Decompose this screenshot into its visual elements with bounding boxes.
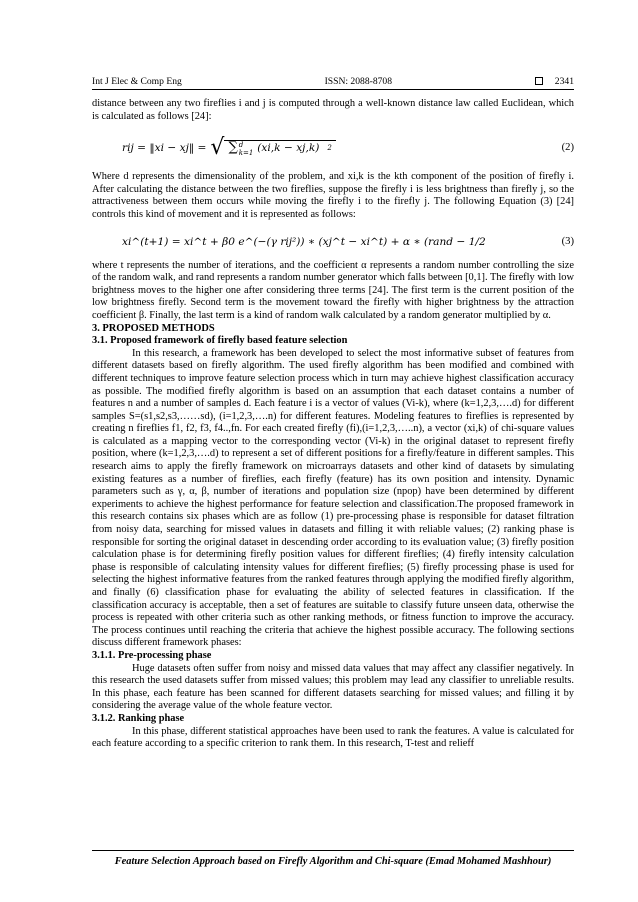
section-heading-3-1-1: 3.1.1. Pre-processing phase — [92, 649, 212, 661]
power: 2 — [327, 144, 332, 153]
sum-limits — [239, 141, 254, 157]
equation-2-lhs: rij = ‖xi − xj‖ = — [122, 141, 207, 154]
equation-2-expression — [122, 135, 336, 161]
checkbox-icon — [535, 77, 543, 85]
running-footer: Feature Selection Approach based on Firefly Algorithm and Chi-square (Emad Mohamed Mashhour) — [114, 856, 552, 867]
section-heading-3-1: 3.1. Proposed framework of firefly based feature selection — [92, 335, 348, 347]
body-text — [92, 98, 574, 751]
section-heading-3: 3. PROPOSED METHODS — [92, 322, 215, 334]
paragraph-2: Where d represents the dimensionality of the problem, and xi,k is the kth component of the position of firefly i. After calculating the distance between the two fireflies, suppose the firefly i is less brightness than firefly j, so the attractiveness between them occurs while moving the firefly i to the firefly j. The following Equation (3) [24] controls this kind of movement and it is represented as follows: — [92, 171, 574, 220]
equation-3-number: (3) — [561, 236, 574, 248]
paragraph-5: Huge datasets often suffer from noisy and missed data values that may affect any classifier negatively. In this research the used datasets suffer from missed values; this problem may lead any classifier to unreliable results. In this phase, each feature has been scanned for different datasets searching for missed values; and filling it by considering the average value of the whole feature vector. — [92, 662, 574, 712]
sum-symbol: ∑ — [228, 140, 238, 156]
equation-2-number: (2) — [561, 141, 574, 153]
header-rule — [92, 89, 574, 90]
equation-3 — [92, 230, 574, 256]
running-header — [92, 74, 574, 88]
radical-icon: √ — [210, 135, 225, 161]
footer-rule — [92, 850, 574, 851]
header-right — [535, 76, 574, 87]
paragraph-1: distance between any two fireflies i and j is computed through a well-known distance law called Euclidean, which is calculated as follows [24]: — [92, 98, 574, 122]
sum-body: (xi,k − xj,k) — [257, 142, 320, 155]
paragraph-6: In this phase, different statistical approaches have been used to rank the features. A value is calculated for each feature according to a specific criterion to rank them. In this research, T-test and relieff — [92, 725, 574, 750]
paragraph-3: where t represents the number of iterations, and the coefficient α represents a random number controlling the size of the random walk, and rand represents a random number generator which falls between [0,1]. The firefly with low brightness moves to the higher one after considering three terms [24]. The first term is the current position of the low brightness firefly. Second term is the movement toward the firefly with higher brightness by the attraction coefficient β. Finally, the last term is a kind of random walk calculated by a random generator multiplied by α. — [92, 259, 574, 321]
issn: ISSN: 2088-8708 — [324, 75, 393, 87]
sum-upper: d — [238, 140, 244, 149]
sum-lower: k=1 — [238, 148, 254, 157]
section-heading-3-1-2: 3.1.2. Ranking phase — [92, 712, 185, 724]
journal-name: Int J Elec & Comp Eng — [92, 75, 182, 87]
page-number: 2341 — [554, 75, 574, 87]
equation-2 — [92, 129, 574, 167]
equation-3-expression: xi^(t+1) = xi^t + β0 e^(−(γ rij²)) ∗ (xj^t − xi^t) + α ∗ (rand − 1/2 — [122, 236, 486, 249]
sqrt-symbol — [210, 135, 335, 161]
radicand — [224, 140, 335, 157]
paragraph-4: In this research, a framework has been developed to select the most informative subset of features from different datasets based on firefly algorithm. The used firefly algorithm has been modified and combined with different techniques to improve feature selection process which in turn may achieve highest classification accuracy as possible. The modified firefly algorithm is based on an assumption that each dataset contains a number of features n and a number of samples d. Each feature i is a vector of values (Vi-k), where (k=1,2,3,….d) for different samples S=(s1,s2,s3,……sd), (i=1,2,3,….n) for different features. Modeling features to fireflies is represented by creating n fireflies f1, f2, f3, f4..,fn. For each created firefly (fi),(i=1,2,3,…..n), a vector (xi,k) of chi-square values is calculated as a mapping vector to the corresponding vector (Vi-k) in the original dataset to represent firefly position, where (k=1,2,3,….d) to represent a set of different positions for a firefly/feature in different samples. This research aims to apply the firefly framework on microarrays datasets and other kind of datasets by simulating existing features as a number of fireflies, each firefly (feature) has its own position and intensity. Dynamic parameters such as γ, α, β, number of iterations and population size (npop) have been determined by different experiments to achieve the highest performance for feature selection and classification.The proposed framework in this research contains six phases which are as follow (1) pre-processing phase is responsible for dataset filtration from noisy data, searching for missed values in datasets and filling it with reliable values; (2) ranking phase is responsible for sorting the original dataset in descending order according to its evaluation value; (3) firefly position calculation phase is for determining firefly position values for different fireflies; (4) firefly intensity calculation phase is responsible of calculating intensity values for different fireflies; (5) firefly processing phase is used for selecting the highest informative features from the ranked features through applying the modified firefly algorithm, and finally (6) classification phase for evaluating the ability of selected features in classification. If the classification accuracy is acceptable, then a set of features are suitable to classify future unseen data, otherwise the process is repeated with other criteria such as other ranking methods, or fitness function to improve the accuracy. The process continues until reaching the criteria that achieve the highest possible accuracy. The following sections discuss different framework phases: — [92, 347, 574, 649]
